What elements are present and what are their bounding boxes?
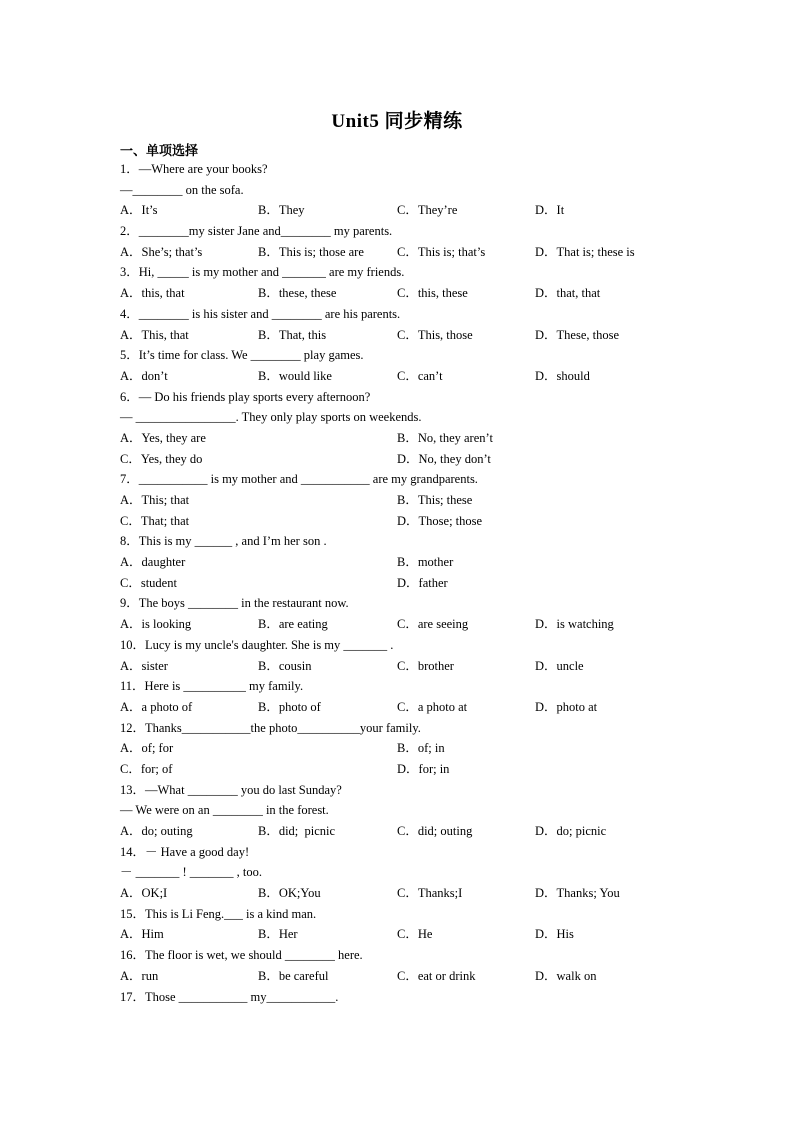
- question-item: [120, 904, 680, 945]
- answer-option: D．is watching: [535, 617, 614, 632]
- answer-option: C．eat or drink: [397, 968, 476, 983]
- option-row: [120, 242, 680, 263]
- option-row: [120, 738, 680, 759]
- answer-option: B．No, they aren’t: [397, 430, 493, 445]
- answer-option: C．That; that: [120, 513, 190, 528]
- answer-option: C．He: [397, 927, 433, 942]
- answer-option: D．uncle: [535, 658, 584, 673]
- answer-option: D．should: [535, 368, 590, 383]
- question-dialogue-line: — ________________. They only play sports on weekends.: [120, 410, 422, 425]
- question-item: [120, 304, 680, 345]
- option-row: [120, 200, 680, 221]
- answer-option: A．She’s; that’s: [120, 244, 203, 259]
- answer-option: B．are eating: [258, 617, 328, 632]
- question-list: [120, 159, 680, 1007]
- question-item: [120, 387, 680, 470]
- answer-option: A．run: [120, 968, 159, 983]
- answer-option: D．photo at: [535, 699, 598, 714]
- answer-option: B．these, these: [258, 286, 337, 301]
- answer-option: D．No, they don’t: [397, 451, 491, 466]
- question-stem: 10．Lucy is my uncle's daughter. She is my _______ .: [120, 637, 394, 652]
- option-row: [120, 552, 680, 573]
- option-row: [120, 283, 680, 304]
- answer-option: A．OK;I: [120, 886, 168, 901]
- answer-option: B．This is; those are: [258, 244, 364, 259]
- answer-option: A．This; that: [120, 493, 190, 507]
- question-stem: 13．—What ________ you do last Sunday?: [120, 782, 342, 797]
- answer-option: B．That, this: [258, 327, 327, 342]
- question-dialogue-line: — We were on an ________ in the forest.: [120, 803, 329, 818]
- answer-option: A．It’s: [120, 203, 158, 218]
- question-stem: 12．Thanks___________the photo__________your family.: [120, 720, 421, 735]
- answer-option: C．brother: [397, 658, 454, 673]
- question-stem: 1．—Where are your books?: [120, 162, 268, 176]
- option-row: [120, 490, 680, 511]
- answer-option: C．This, those: [397, 327, 473, 342]
- question-stem: 15．This is Li Feng.___ is a kind man.: [120, 906, 317, 921]
- answer-option: D．for; in: [397, 761, 450, 776]
- answer-option: C．Thanks;I: [397, 886, 463, 901]
- answer-option: C．student: [120, 575, 177, 590]
- option-row: [120, 511, 680, 532]
- question-stem: 14．－ Have a good day!: [120, 844, 250, 859]
- answer-option: D．father: [397, 575, 448, 590]
- question-stem: 4．________ is his sister and ________ are his parents.: [120, 306, 401, 321]
- answer-option: B．They: [258, 203, 305, 218]
- answer-option: B．OK;You: [258, 886, 321, 901]
- answer-option: A．of; for: [120, 741, 174, 756]
- question-item: [120, 469, 680, 531]
- answer-option: A．sister: [120, 658, 168, 673]
- question-dialogue-line: —________ on the sofa.: [120, 182, 244, 197]
- answer-option: C．They’re: [397, 203, 458, 218]
- answer-option: D．Thanks; You: [535, 886, 620, 901]
- answer-option: C．can’t: [397, 368, 443, 383]
- answer-option: A．This, that: [120, 327, 189, 342]
- question-stem: 6．— Do his friends play sports every afternoon?: [120, 389, 371, 404]
- question-item: [120, 987, 680, 1008]
- question-item: [120, 221, 680, 262]
- answer-option: C．for; of: [120, 761, 173, 776]
- answer-option: D．do; picnic: [535, 824, 607, 838]
- question-stem: 11．Here is __________ my family.: [120, 679, 304, 694]
- question-stem: 9．The boys ________ in the restaurant now.: [120, 596, 349, 611]
- question-item: [120, 635, 680, 676]
- section-title: 一、单项选择: [120, 143, 199, 158]
- question-item: [120, 159, 680, 221]
- answer-option: B．This; these: [397, 493, 473, 507]
- question-stem: 17．Those ___________ my___________.: [120, 989, 339, 1004]
- answer-option: C．did; outing: [397, 824, 473, 838]
- option-row: [120, 759, 680, 780]
- question-item: [120, 676, 680, 717]
- question-stem: 5．It’s time for class. We ________ play games.: [120, 348, 364, 363]
- question-item: [120, 945, 680, 986]
- question-item: [120, 531, 680, 593]
- option-row: [120, 883, 680, 904]
- answer-option: A．this, that: [120, 286, 185, 301]
- answer-option: B．photo of: [258, 699, 321, 714]
- answer-option: C．this, these: [397, 286, 468, 301]
- option-row: [120, 821, 680, 842]
- question-stem: 3．Hi, _____ is my mother and _______ are my friends.: [120, 265, 405, 280]
- question-stem: 2．________my sister Jane and________ my parents.: [120, 224, 393, 239]
- answer-option: C．This is; that’s: [397, 244, 486, 259]
- answer-option: C．a photo at: [397, 699, 468, 714]
- option-row: [120, 573, 680, 594]
- answer-option: A．a photo of: [120, 699, 193, 714]
- option-row: [120, 966, 680, 987]
- answer-option: A．do; outing: [120, 824, 193, 838]
- option-row: [120, 924, 680, 945]
- answer-option: D．These, those: [535, 327, 620, 342]
- answer-option: D．That is; these is: [535, 244, 635, 259]
- option-row: [120, 428, 680, 449]
- answer-option: B．be careful: [258, 968, 329, 983]
- question-item: [120, 780, 680, 842]
- question-item: [120, 345, 680, 386]
- answer-option: B．Her: [258, 927, 298, 942]
- page-title: Unit5 同步精练: [331, 111, 463, 132]
- question-item: [120, 718, 680, 780]
- question-stem: 8．This is my ______ , and I’m her son .: [120, 534, 327, 549]
- answer-option: D．His: [535, 927, 574, 942]
- answer-option: B．mother: [397, 555, 454, 570]
- question-item: [120, 842, 680, 904]
- answer-option: D．that, that: [535, 286, 601, 301]
- option-row: [120, 614, 680, 635]
- answer-option: B．of; in: [397, 741, 445, 756]
- answer-option: B．would like: [258, 368, 332, 383]
- answer-option: B．did; picnic: [258, 824, 336, 838]
- answer-option: B．cousin: [258, 658, 312, 673]
- option-row: [120, 366, 680, 387]
- option-row: [120, 325, 680, 346]
- answer-option: C．Yes, they do: [120, 451, 203, 466]
- answer-option: A．don’t: [120, 368, 168, 383]
- answer-option: A．Him: [120, 927, 164, 942]
- question-item: [120, 593, 680, 634]
- answer-option: D．walk on: [535, 968, 597, 983]
- answer-option: D．It: [535, 203, 565, 218]
- question-stem: 7．___________ is my mother and ___________ are my grandparents.: [120, 472, 478, 487]
- option-row: [120, 656, 680, 677]
- option-row: [120, 449, 680, 470]
- answer-option: A．Yes, they are: [120, 430, 206, 445]
- answer-option: D．Those; those: [397, 513, 483, 528]
- answer-option: A．is looking: [120, 617, 192, 632]
- question-item: [120, 262, 680, 303]
- question-stem: 16．The floor is wet, we should ________ here.: [120, 948, 363, 963]
- question-dialogue-line: － _______ ! _______ , too.: [120, 865, 263, 880]
- option-row: [120, 697, 680, 718]
- answer-option: C．are seeing: [397, 617, 469, 632]
- answer-option: A．daughter: [120, 555, 186, 570]
